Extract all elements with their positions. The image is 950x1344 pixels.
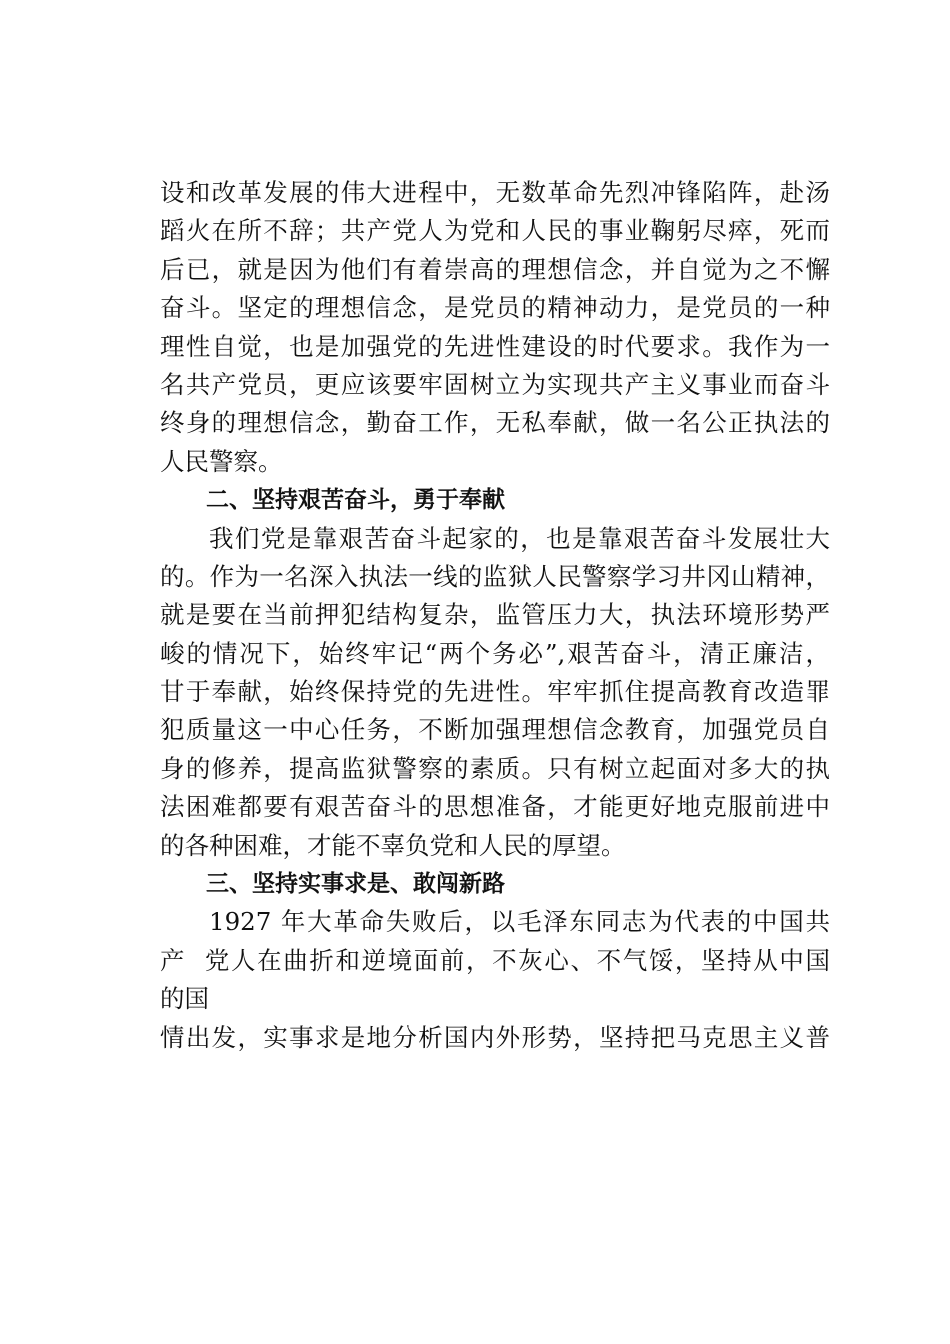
text-line: 1927 年大革命失败后，以毛泽东同志为代表的中国共 — [209, 907, 830, 937]
text-line: 奋斗。坚定的理想信念，是党员的精神动力，是党员的一种 — [160, 293, 830, 323]
text-line: 的各种困难，才能不辜负党和人民的厚望。 — [160, 830, 626, 860]
paragraph-seek-truth — [160, 903, 830, 1057]
text-line: 就是要在当前押犯结构复杂，监管压力大，执法环境形势严 — [160, 600, 830, 630]
text-line: 设和改革发展的伟大进程中，无数革命先烈冲锋陷阵，赴汤 — [160, 178, 830, 207]
text-line: 名共产党员，更应该要牢固树立为实现共产主义事业而奋斗 — [160, 369, 830, 399]
text-line: 终身的理想信念，勤奋工作，无私奉献，做一名公正执法的 — [160, 408, 830, 438]
section-heading-seek-truth: 三、坚持实事求是、敢闯新路 — [206, 871, 505, 898]
text-line: 法困难都要有艰苦奋斗的思想准备，才能更好地克服前进中 — [160, 792, 830, 822]
text-line: 理性自觉，也是加强党的先进性建设的时代要求。我作为一 — [160, 331, 830, 361]
text-line: 犯质量这一中心任务，不断加强理想信念教育，加强党员自 — [160, 715, 830, 745]
text-line: 人民警察。 — [160, 446, 283, 476]
text-line: 蹈火在所不辞；共产党人为党和人民的事业鞠躬尽瘁，死而 — [160, 216, 830, 246]
text-line: 后已，就是因为他们有着崇高的理想信念，并自觉为之不懈 — [160, 254, 830, 284]
paragraph-ideals — [160, 174, 830, 481]
text-line: 的。作为一名深入执法一线的监狱人民警察学习井冈山精神， — [160, 561, 830, 591]
paragraph-hard-work — [160, 520, 830, 866]
text-line: 情出发，实事求是地分析国内外形势，坚持把马克思主义普 — [160, 1022, 830, 1052]
text-line: 峻的情况下，始终牢记“两个务必”,艰苦奋斗，清正廉洁， — [160, 638, 830, 668]
text-line: 我们党是靠艰苦奋斗起家的，也是靠艰苦奋斗发展壮大 — [209, 523, 830, 553]
text-line: 产 党人在曲折和逆境面前，不灰心、不气馁，坚持从中国 — [160, 945, 830, 975]
text-line: 身的修养，提高监狱警察的素质。只有树立起面对多大的执 — [160, 753, 830, 783]
section-heading-hard-work: 二、坚持艰苦奋斗，勇于奉献 — [206, 487, 505, 514]
text-line: 的国 — [160, 984, 209, 1014]
text-line: 甘于奉献，始终保持党的先进性。牢牢抓住提高教育改造罪 — [160, 677, 830, 707]
document-body — [160, 174, 830, 1057]
